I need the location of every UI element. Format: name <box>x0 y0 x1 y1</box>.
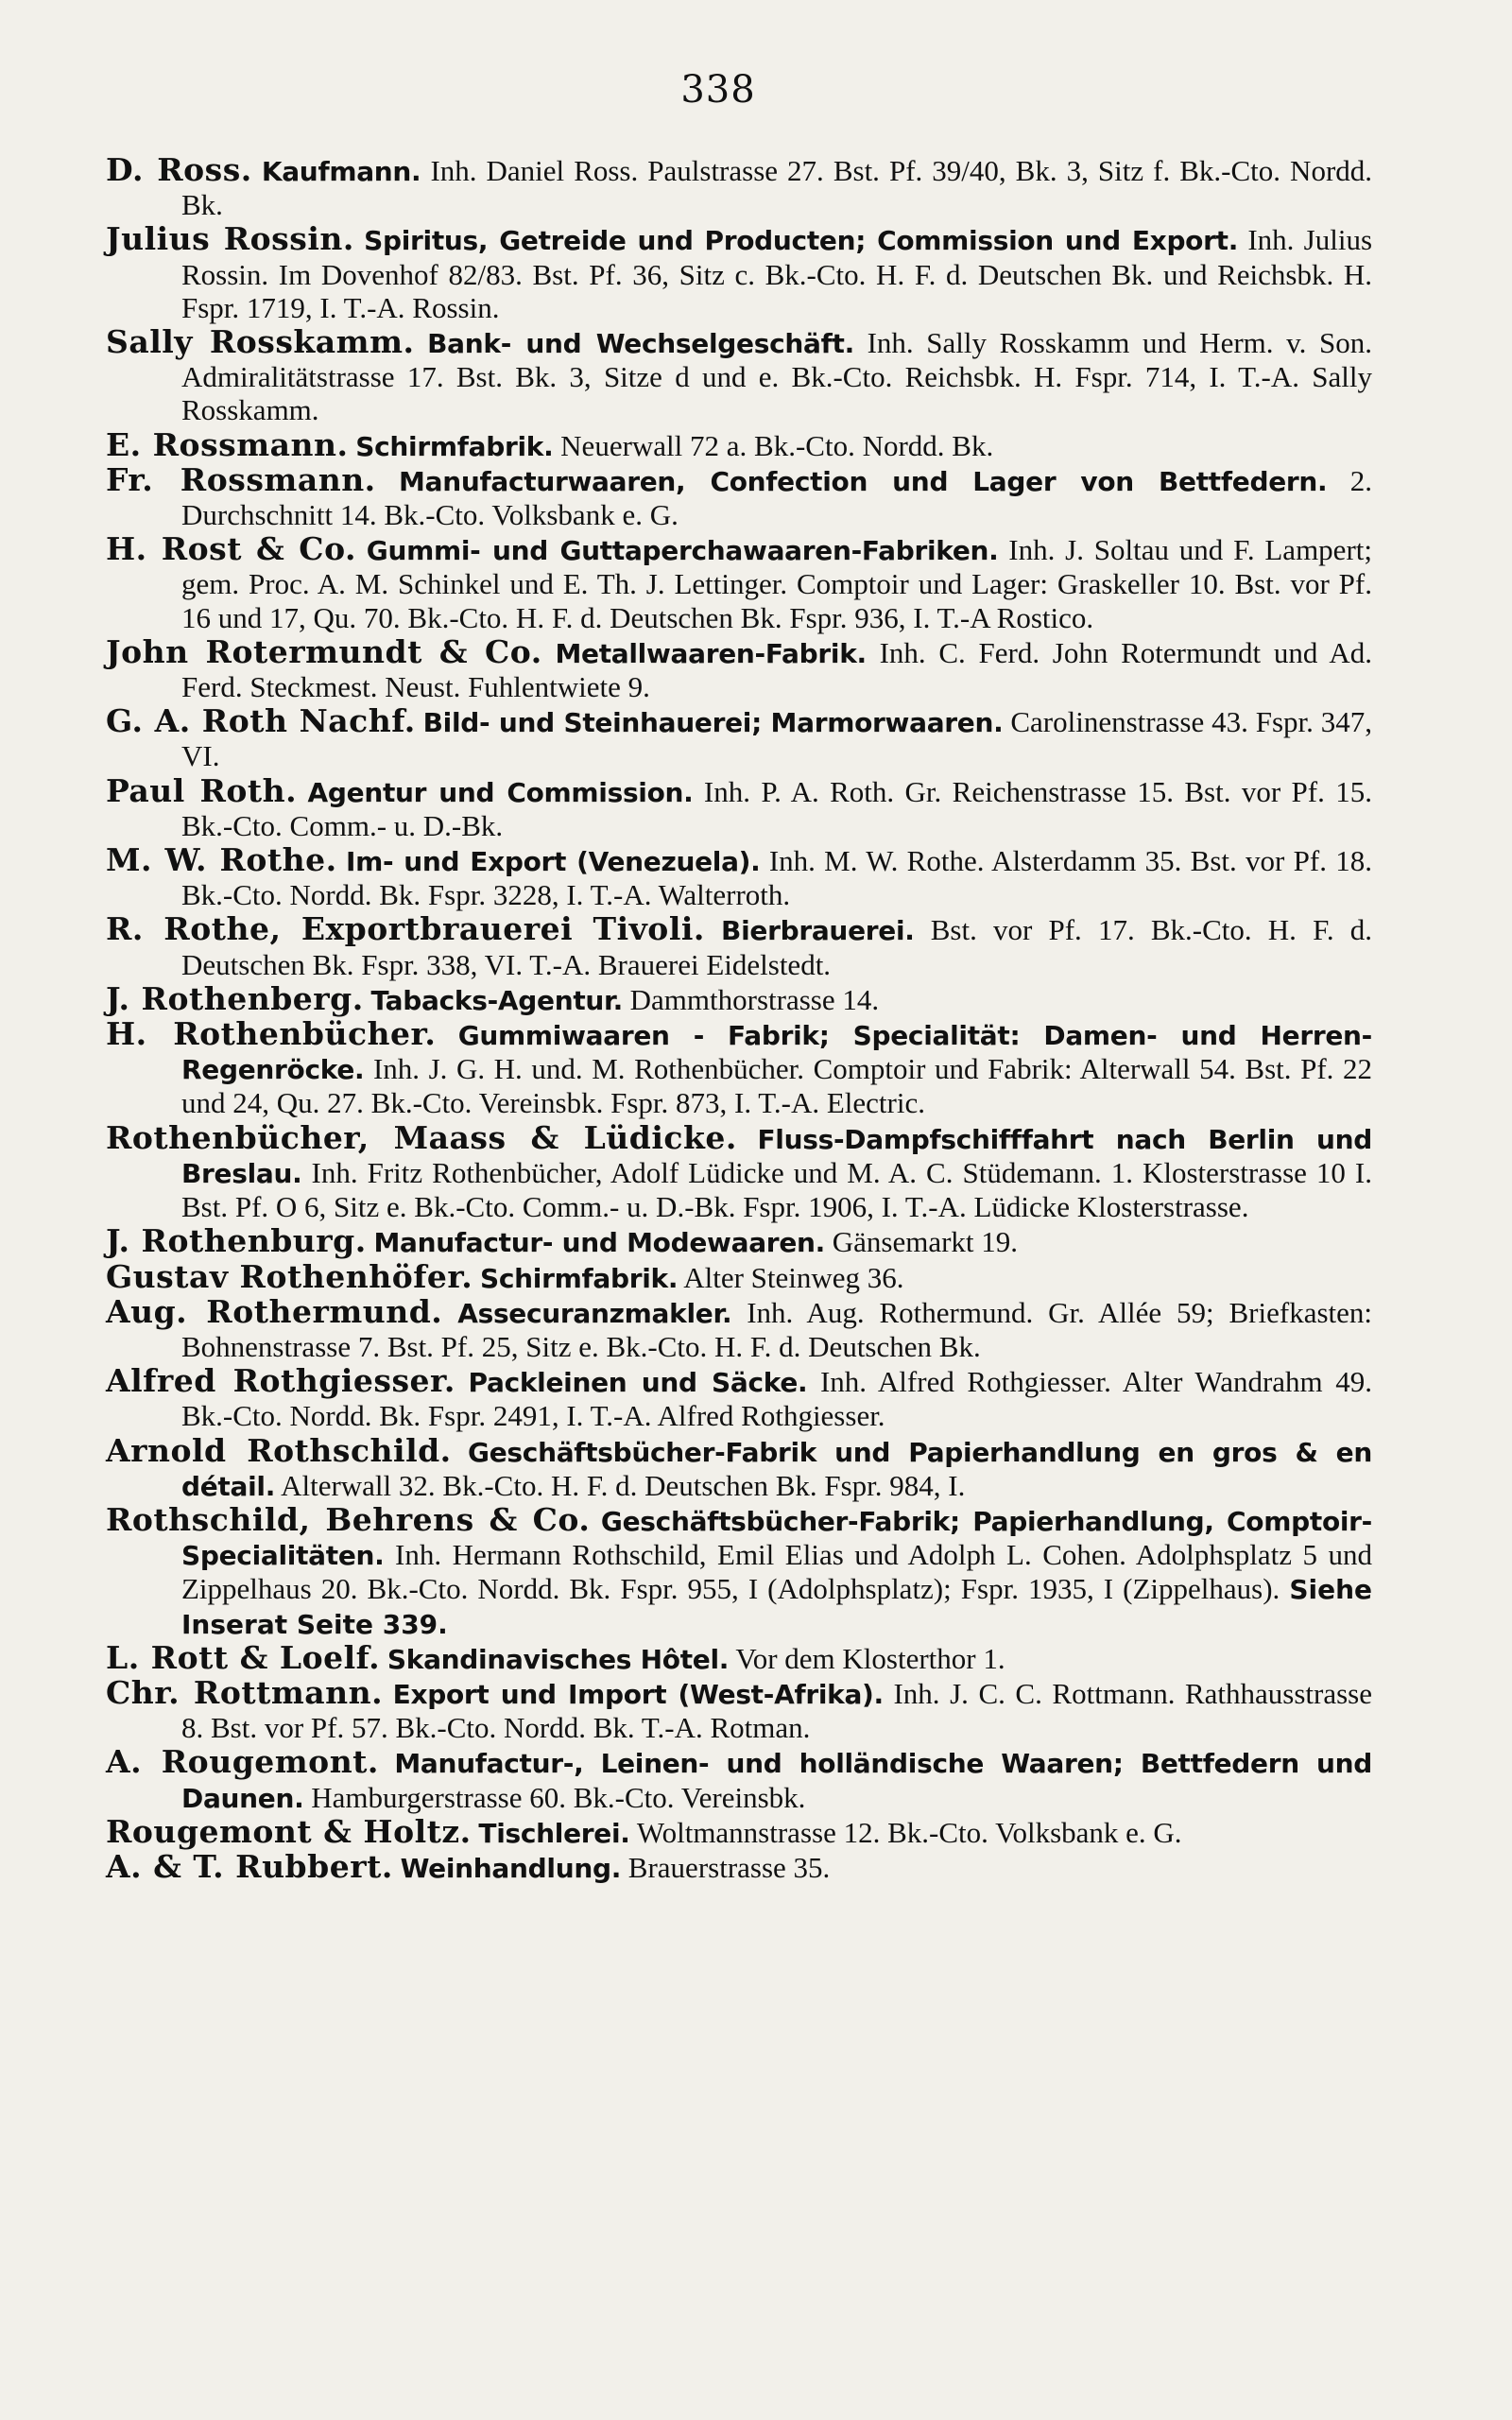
entry-details: Gänsemarkt 19. <box>832 1225 1019 1259</box>
directory-entry <box>106 153 1372 222</box>
entry-trade: Schirmfabrik. <box>355 430 554 462</box>
directory-entry <box>106 1224 1372 1259</box>
entry-trade: Metallwaaren-Fabrik. <box>555 637 867 669</box>
entry-trade: Tabacks-Agentur. <box>370 984 623 1016</box>
entry-details: Inh. Julius Rossin. Im Dovenhof 82/83. Bst. Pf. 36, Sitz c. Bk.-Cto. H. F. d. Deutschen Bk. und Reichsbk. H. Fspr. 1719, I. T.-A. Rossin. <box>181 223 1373 324</box>
entry-name: A. Rougemont. <box>106 1743 379 1781</box>
directory-entry <box>106 632 1373 704</box>
directory-entry <box>106 1118 1372 1225</box>
entry-name: D. Ross. <box>106 151 252 188</box>
entry-name: Arnold Rothschild. <box>106 1431 452 1469</box>
entry-details: Inh. J. C. C. Rottmann. Rathhausstrasse 8. Bst. vor Pf. 57. Bk.-Cto. Nordd. Bk. T.-A. Rotman. <box>181 1676 1373 1745</box>
entry-details: Alter Steinweg 36. <box>683 1260 904 1294</box>
directory-entry <box>106 1292 1373 1364</box>
entry-details: Inh. Sally Rosskamm und Herm. v. Son. Admiralitätstrasse 17. Bst. Bk. 3, Sitze d und e. Bk.-Cto. Reichsbk. H. Fspr. 714, I. T.-A. Sally Rosskamm. <box>181 326 1373 427</box>
directory-entry <box>106 222 1372 325</box>
entry-details: Inh. J. Soltau und F. Lampert; gem. Proc. A. M. Schinkel und E. Th. J. Lettinger. Comptoir und Lager: Graskeller 10. Bst. vor Pf. 16 und 17, Qu. 70. Bk.-Cto. H. F. d. Deutschen Bk. Fspr. 936, I. T.-A Rostico. <box>181 533 1372 634</box>
directory-entry <box>106 325 1372 428</box>
entry-details: Hamburgerstrasse 60. Bk.-Cto. Vereinsbk. <box>311 1780 806 1814</box>
directory-entry <box>106 1847 1372 1885</box>
directory-entry <box>106 843 1372 912</box>
entry-name: Aug. Rothermund. <box>106 1292 443 1330</box>
entry-trade: Im- und Export (Venezuela). <box>345 846 761 878</box>
entry-details: Alterwall 32. Bk.-Cto. H. F. d. Deutschen Bk. Fspr. 984, I. <box>281 1468 966 1502</box>
entry-name: Chr. Rottmann. <box>106 1673 384 1711</box>
entry-details: Inh. Hermann Rothschild, Emil Elias und Adolph L. Cohen. Adolphsplatz 5 und Zippelhaus 20. Bk.-Cto. Nordd. Bk. Fspr. 955, I (Adolphsplatz); Fspr. 1935, I (Zippelhaus). <box>181 1538 1372 1606</box>
directory-entry <box>106 1812 1372 1850</box>
entry-note: Siehe Inserat Seite 339. <box>181 1574 1372 1640</box>
directory-entry <box>106 425 1372 463</box>
entry-name: Rougemont & Holtz. <box>106 1812 472 1850</box>
entry-trade: Export und Import (West-Afrika). <box>392 1678 884 1710</box>
entry-name: Rothschild, Behrens & Co. <box>106 1500 591 1538</box>
entry-name: E. Rossmann. <box>106 425 349 463</box>
entry-details: Carolinenstrasse 43. Fspr. 347, VI. <box>181 705 1373 773</box>
entry-name: Fr. Rossmann. <box>106 460 376 498</box>
entry-trade: Bild- und Steinhauerei; Marmorwaaren. <box>422 707 1004 739</box>
entry-details: Inh. Aug. Rothermund. Gr. Allée 59; Briefkasten: Bohnenstrasse 7. Bst. Pf. 25, Sitz e. Bk.-Cto. H. F. d. Deutschen Bk. <box>181 1295 1373 1363</box>
entry-name: John Rotermundt & Co. <box>106 632 542 670</box>
directory-entry <box>106 1364 1372 1433</box>
directory-entry <box>106 1257 1372 1295</box>
directory-entry <box>106 460 1372 532</box>
entry-trade: Agentur und Commission. <box>307 776 694 808</box>
entry-name: Sally Rosskamm. <box>106 323 415 361</box>
entry-trade: Geschäftsbücher-Fabrik; Papierhandlung, Comptoir-Specialitäten. <box>181 1505 1373 1572</box>
entry-name: J. Rothenburg. <box>106 1222 367 1260</box>
entry-trade: Packleinen und Säcke. <box>468 1367 808 1399</box>
entry-trade: Bank- und Wechselgeschäft. <box>427 328 854 360</box>
directory-entry <box>106 1017 1372 1121</box>
directory-entry <box>106 912 1372 981</box>
entry-trade: Bierbrauerei. <box>721 915 915 947</box>
entry-trade: Spiritus, Getreide und Producten; Commission und Export. <box>364 225 1239 257</box>
entry-trade: Manufactur-, Leinen- und holländische Waaren; Bettfedern und Daunen. <box>181 1748 1373 1814</box>
page-number: 338 <box>680 68 756 112</box>
entry-details: Woltmannstrasse 12. Bk.-Cto. Volksbank e. G. <box>636 1815 1182 1849</box>
directory-entries <box>106 153 1372 1885</box>
entry-details: Brauerstrasse 35. <box>627 1850 831 1884</box>
entry-details: 2. Durchschnitt 14. Bk.-Cto. Volksbank e. G. <box>181 463 1372 532</box>
entry-trade: Fluss-Dampfschifffahrt nach Berlin und Breslau. <box>181 1123 1372 1189</box>
entry-name: A. & T. Rubbert. <box>106 1847 393 1885</box>
entry-trade: Manufacturwaaren, Confection und Lager von Bettfedern. <box>399 465 1328 497</box>
entry-name: J. Rothenberg. <box>106 979 364 1017</box>
entry-name: Rothenbücher, Maass & Lüdicke. <box>106 1118 737 1156</box>
entry-trade: Weinhandlung. <box>400 1852 622 1884</box>
entry-details: Vor dem Klosterthor 1. <box>735 1641 1005 1675</box>
directory-entry <box>106 1431 1372 1503</box>
entry-name: Paul Roth. <box>106 771 298 809</box>
entry-trade: Gummi- und Guttaperchawaaren-Fabriken. <box>366 535 999 567</box>
directory-entry <box>106 1673 1373 1745</box>
entry-name: H. Rost & Co. <box>106 530 356 568</box>
entry-trade: Assecuranzmakler. <box>457 1297 732 1329</box>
directory-entry <box>106 771 1372 843</box>
entry-details: Inh. Alfred Rothgiesser. Alter Wandrahm 49. Bk.-Cto. Nordd. Bk. Fspr. 2491, I. T.-A. Alfred Rothgiesser. <box>181 1365 1373 1433</box>
directory-entry <box>106 1638 1372 1676</box>
entry-details: Inh. C. Ferd. John Rotermundt und Ad. Ferd. Steckmest. Neust. Fuhlentwiete 9. <box>181 635 1373 704</box>
entry-details: Neuerwall 72 a. Bk.-Cto. Nordd. Bk. <box>560 428 994 462</box>
directory-entry <box>106 704 1372 773</box>
entry-details: Dammthorstrasse 14. <box>629 982 880 1016</box>
entry-name: Alfred Rothgiesser. <box>106 1362 455 1400</box>
entry-details: Inh. M. W. Rothe. Alsterdamm 35. Bst. vor Pf. 18. Bk.-Cto. Nordd. Bk. Fspr. 3228, I. T.-A. Walterroth. <box>181 844 1373 912</box>
entry-details: Inh. Daniel Ross. Paulstrasse 27. Bst. Pf. 39/40, Bk. 3, Sitz f. Bk.-Cto. Nordd. Bk. <box>181 154 1373 222</box>
entry-trade: Manufactur- und Modewaaren. <box>373 1227 825 1259</box>
entry-name: Julius Rossin. <box>106 220 354 258</box>
entry-details: Inh. J. G. H. und. M. Rothenbücher. Comptoir und Fabrik: Alterwall 54. Bst. Pf. 22 und 24, Qu. 27. Bk.-Cto. Vereinsbk. Fspr. 873, I. T.-A. Electric. <box>181 1052 1372 1120</box>
entry-trade: Skandinavisches Hôtel. <box>387 1643 730 1675</box>
directory-entry <box>106 1500 1373 1641</box>
entry-name: R. Rothe, Exportbrauerei Tivoli. <box>106 910 705 948</box>
directory-entry <box>106 1745 1372 1814</box>
entry-trade: Kaufmann. <box>261 156 421 187</box>
directory-entry <box>106 532 1372 635</box>
entry-details: Bst. vor Pf. 17. Bk.-Cto. H. F. d. Deutschen Bk. Fspr. 338, VI. T.-A. Brauerei Eidelstedt. <box>181 913 1373 981</box>
directory-entry <box>106 979 1372 1017</box>
entry-name: Gustav Rothenhöfer. <box>106 1257 473 1295</box>
entry-trade: Schirmfabrik. <box>480 1262 679 1294</box>
entry-name: L. Rott & Loelf. <box>106 1638 381 1676</box>
entry-name: M. W. Rothe. <box>106 841 337 879</box>
entry-name: H. Rothenbücher. <box>106 1015 437 1053</box>
entry-name: G. A. Roth Nachf. <box>106 702 416 740</box>
entry-details: Inh. Fritz Rothenbücher, Adolf Lüdicke und M. A. C. Stüdemann. 1. Klosterstrasse 10 I. Bst. Pf. O 6, Sitz e. Bk.-Cto. Comm.- u. D.-Bk. Fspr. 1906, I. T.-A. Lüdicke Klosterstrasse. <box>181 1155 1372 1224</box>
entry-trade: Tischlerei. <box>478 1817 630 1849</box>
entry-trade: Geschäftsbücher-Fabrik und Papierhandlung en gros & en détail. <box>181 1436 1372 1502</box>
entry-details: Inh. P. A. Roth. Gr. Reichenstrasse 15. Bst. vor Pf. 15. Bk.-Cto. Comm.- u. D.-Bk. <box>181 774 1372 842</box>
entry-trade: Gummiwaaren - Fabrik; Specialität: Damen- und Herren-Regenröcke. <box>181 1020 1372 1086</box>
